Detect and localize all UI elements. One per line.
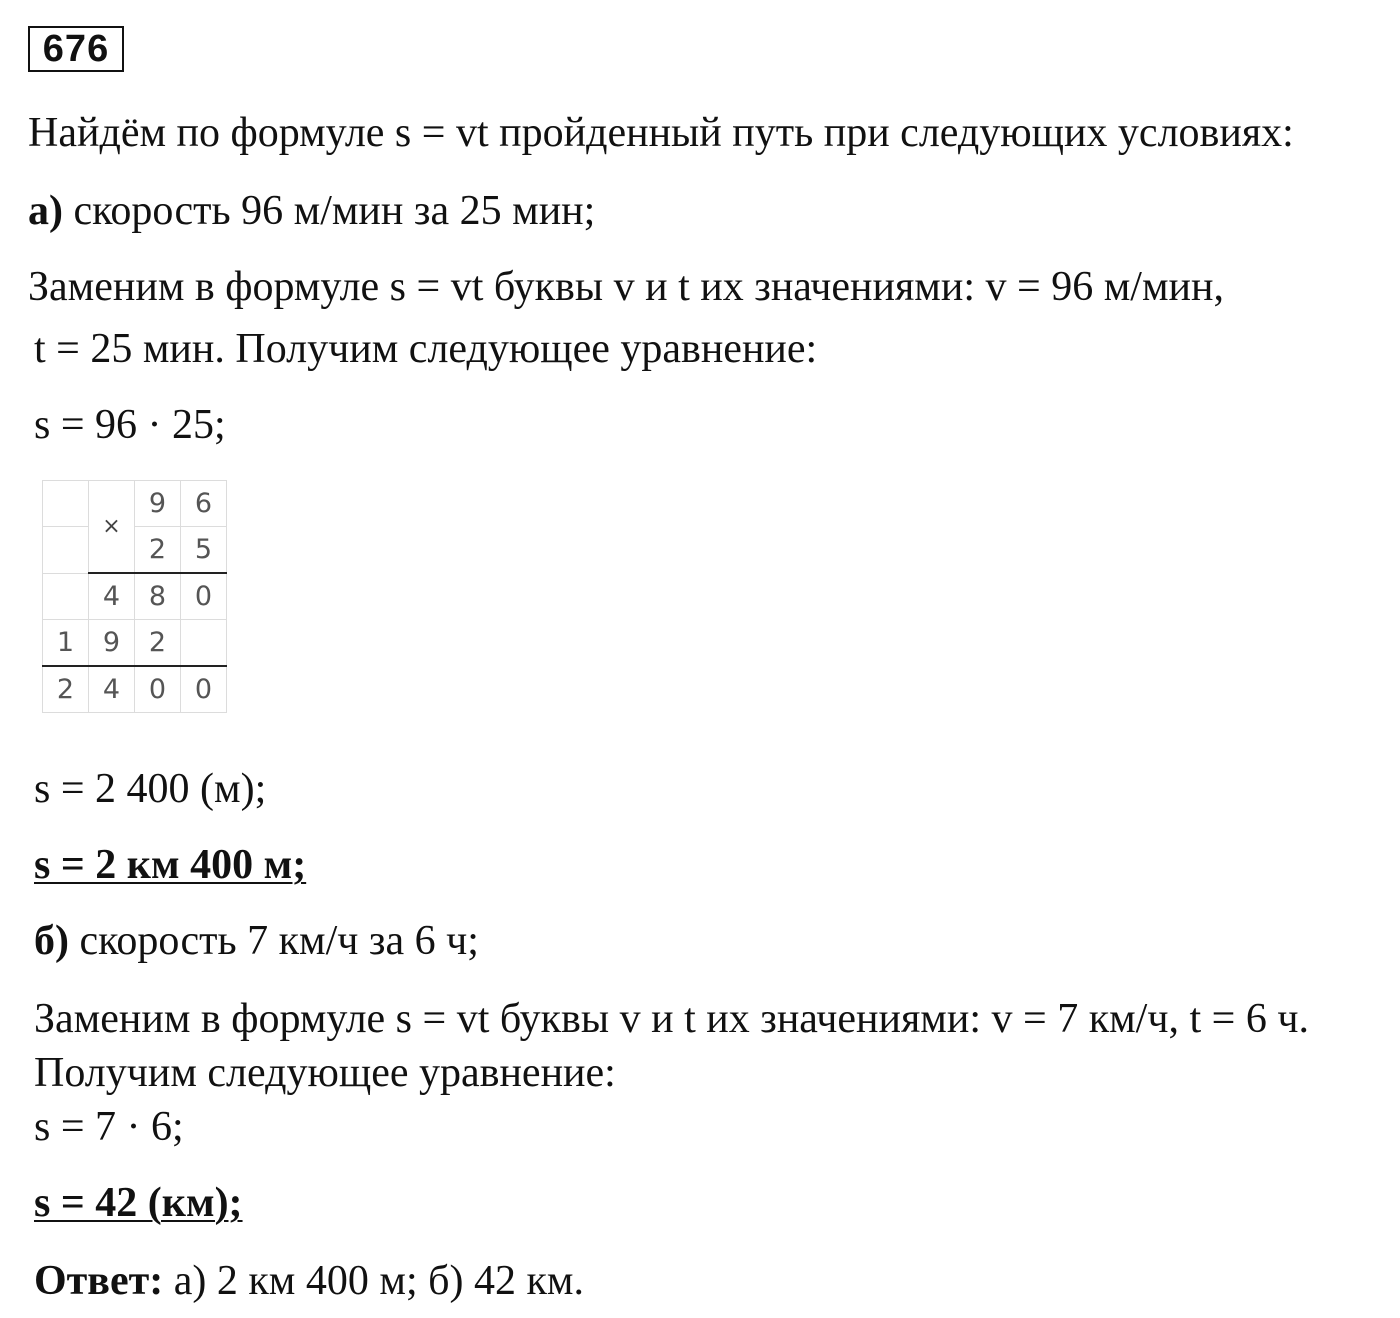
grid-cell: 0 [135, 666, 181, 713]
grid-cell: 5 [181, 527, 227, 574]
part-a-result-final [34, 844, 306, 886]
intro-text: Найдём по формуле s = vt пройденный путь при следующих условиях: [28, 110, 1294, 156]
grid-cell: 1 [43, 620, 89, 667]
part-a-condition-text: скорость 96 м/мин за 25 мин; [63, 188, 596, 234]
grid-row-3 [43, 573, 227, 620]
part-a-condition [28, 190, 595, 232]
part-a-result-final-text: s = 2 км 400 м; [34, 842, 307, 888]
part-b-result-final-text: s = 42 (км); [34, 1180, 243, 1226]
grid-cell: 2 [43, 666, 89, 713]
grid-cell [43, 573, 89, 620]
part-b-equation: s = 7 · 6; [34, 1104, 184, 1150]
grid-cell: 2 [135, 527, 181, 574]
part-a-equation: s = 96 · 25; [34, 402, 226, 448]
grid-cell: 6 [181, 481, 227, 527]
grid-row-2 [43, 527, 227, 574]
part-b-condition [34, 920, 479, 962]
grid-cell: 9 [135, 481, 181, 527]
grid-row-5 [43, 666, 227, 713]
part-b-substitution-line2: Получим следующее уравнение: [34, 1050, 616, 1096]
part-b-result-final [34, 1182, 243, 1224]
problem-number: 676 [28, 26, 124, 72]
grid-cell: 4 [89, 666, 135, 713]
grid-cell [43, 481, 89, 527]
grid-cell [181, 620, 227, 667]
part-b-label: б) [34, 918, 69, 964]
part-a-label: а) [28, 188, 63, 234]
part-b-substitution-line1: Заменим в формуле s = vt буквы v и t их значениями: v = 7 км/ч, t = 6 ч. [34, 996, 1309, 1042]
grid-cell: 4 [89, 573, 135, 620]
grid-cell: 0 [181, 573, 227, 620]
grid-cell: 2 [135, 620, 181, 667]
grid-cell: 9 [89, 620, 135, 667]
column-multiplication-grid [42, 480, 227, 713]
grid-row-1 [43, 481, 227, 527]
answer-label: Ответ: [34, 1258, 164, 1304]
grid-cell: 8 [135, 573, 181, 620]
answer-text: а) 2 км 400 м; б) 42 км. [163, 1258, 584, 1304]
part-b-condition-text: скорость 7 км/ч за 6 ч; [69, 918, 479, 964]
part-a-result-meters: s = 2 400 (м); [34, 766, 267, 812]
part-a-substitution-line1: Заменим в формуле s = vt буквы v и t их значениями: v = 96 м/мин, [28, 264, 1224, 310]
part-a-substitution-line2: t = 25 мин. Получим следующее уравнение: [34, 326, 818, 372]
answer-line [34, 1260, 584, 1302]
grid-cell [43, 527, 89, 574]
grid-cell: 0 [181, 666, 227, 713]
multiply-sign: × [89, 481, 135, 574]
grid-row-4 [43, 620, 227, 667]
